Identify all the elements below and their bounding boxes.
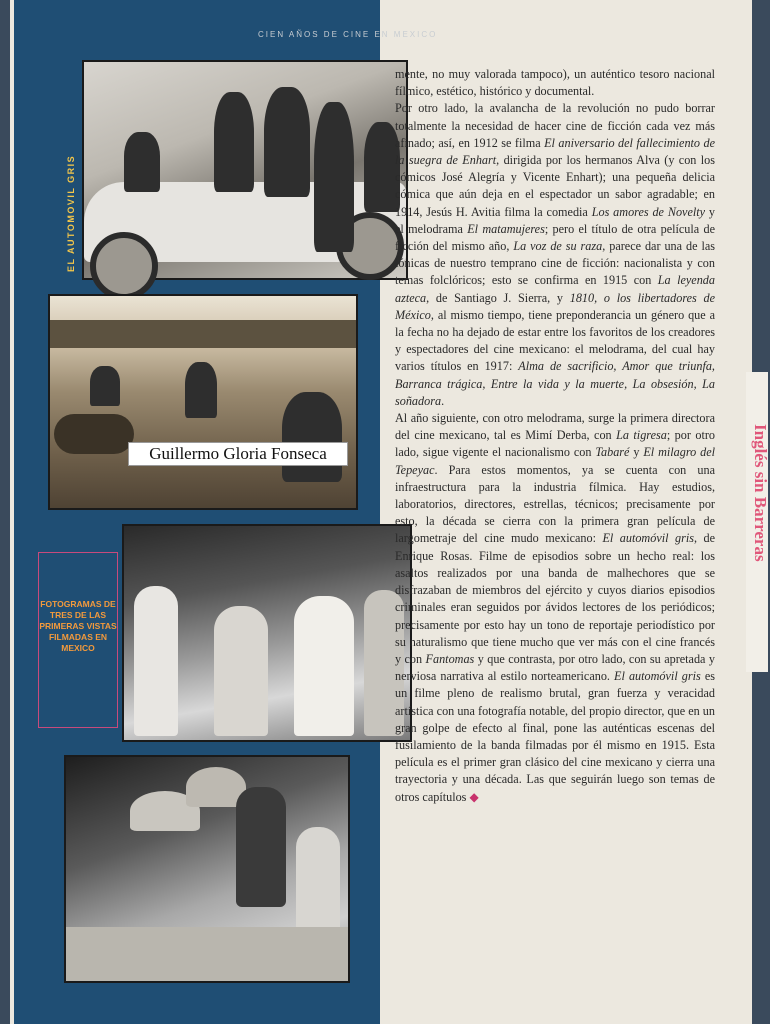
paragraph: Al año siguiente, con otro melodrama, surge la primera directora del cine mexicano, tal es Mimí Derba, con La tigresa; por otro lado, sigue vigente el nacionalismo con Tabaré y El milagro del Tepeyac. Para estos momentos, ya se cuenta con una infraestructura para la industria fílmica. Hay estudios, laboratorios, directores, estrellas, técnicos; precisamente por esto, la década se cierra con la primera gran película de largometraje del cine mudo mexicano: El automóvil gris, de Enrique Rosas. Filme de episodios sobre un hecho real: los asaltos realizados por una banda de malhechores que se disfrazaban de miembros del ejército y cuyos diarios episodios criminales eran seguidos por ávidos lectores de los periódicos; precisamente por esto hay un tono de reportaje periodístico por su naturalismo que tiene mucho que ver más con el cine francés y con Fantomas y que contrasta, por otro lado, con su apretada y nerviosa narrativa al estilo norteamericano. El automóvil gris es un filme pleno de realismo brutal, gran fuerza y veracidad artística con una fotografía notable, del propio director, que en un gran golpe de efecto al final, pone las auténticas escenas del fusilamiento de la banda filmadas por él mismo en 1915. Esta película es el primer gran clásico del cine mexicano y cierra una trayectoria y una década. Las que seguirán luego son temas de otros capítulos ◆ — [395, 411, 716, 804]
running-head: CIEN AÑOS DE CINE EN MEXICO — [258, 30, 438, 39]
photo-caption-text: EL AUTOMOVIL GRIS — [66, 154, 76, 272]
stands-shape — [50, 320, 356, 348]
ground-shape — [66, 927, 348, 981]
rider-shape — [282, 392, 342, 482]
bull-shape — [54, 414, 134, 454]
figure-shape — [134, 586, 178, 736]
car-wheel — [90, 232, 158, 300]
paragraph: mente, no muy valorada tampoco), un auténtico tesoro nacional fílmico, estético, histórico y documental. — [395, 67, 715, 99]
figure-shape — [294, 596, 354, 736]
figure-shape — [236, 787, 286, 907]
rider-shape — [185, 362, 217, 418]
author-name-label: Guillermo Gloria Fonseca — [128, 442, 348, 466]
figure-shape — [124, 132, 160, 192]
rider-shape — [90, 366, 120, 406]
figure-shape — [214, 606, 268, 736]
side-advert-tab — [746, 372, 768, 672]
side-advert-text: Inglés sin Barreras — [751, 424, 770, 562]
figure-shape — [214, 92, 254, 192]
photo-seated-people — [64, 755, 350, 983]
article-body — [395, 66, 715, 806]
end-mark-icon: ◆ — [469, 789, 479, 804]
figure-shape — [264, 87, 310, 197]
photo-automovil-gris — [82, 60, 408, 280]
paragraph: Por otro lado, la avalancha de la revolución no pudo borrar totalmente la necesidad de hacer cine de ficción cada vez más afinado; así, en 1912 se filma El aniversario del fallecimiento de la suegra de Enhart, dirigida por los hermanos Alva (y con los cómicos José Alegría y Vicente Enhart); una pequeña delicia cómica que aún deja en el espectador un sabor agradable; en 1914, Jesús H. Avitia filma la comedia Los amores de Novelty y el melodrama El matamujeres; pero el título de otra película de ficción del mismo año, La voz de su raza, parece dar una de las tónicas de nuestro temprano cine de ficción: nacionalista y con temas folclóricos; esto se confirma en 1915 con La leyenda azteca, de Santiago J. Sierra, y 1810, o los libertadores de México, al mismo tiempo, tiene preponderancia un género que a la fecha no ha dejado de estar entre los favoritos de los creadores y espectadores del cine mexicano: el melodrama, del cual hay varios títulos en 1917: Alma de sacrificio, Amor que triunfa, Barranca trágica, Entre la vida y la muerte, La obsesión, La soñadora. — [395, 101, 716, 408]
photo-note-text: FOTOGRAMAS DE TRES DE LAS PRIMERAS VISTAS FILMADAS EN MEXICO — [39, 599, 117, 653]
figure-shape — [314, 102, 354, 252]
photo-rodeo-field — [48, 294, 358, 510]
photo-note-box — [38, 552, 118, 728]
photo-crowd-gathering — [122, 524, 412, 742]
photo-caption-vertical — [66, 140, 82, 272]
